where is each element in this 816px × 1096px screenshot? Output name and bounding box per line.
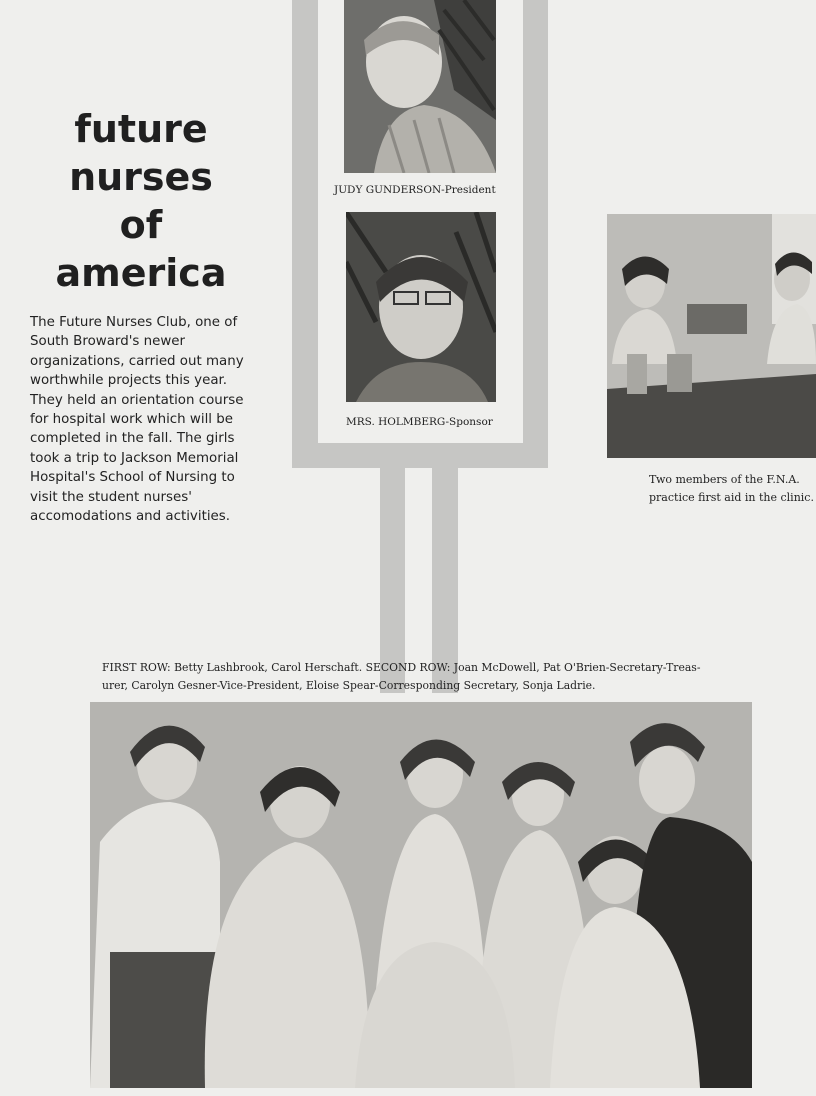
frame-leg-right	[432, 443, 458, 693]
sponsor-photo	[346, 212, 496, 402]
frame-left-bar	[292, 0, 318, 468]
group-caption-line-1: FIRST ROW: Betty Lashbrook, Carol Herschaft. SECOND ROW: Joan McDowell, Pat O'Brien-Secretary-Treas-	[102, 661, 701, 674]
clinic-photo	[607, 214, 816, 458]
group-caption-line-2: urer, Carolyn Gesner-Vice-President, Eloise Spear-Corresponding Secretary, Sonja Ladrie.	[102, 679, 596, 692]
title-line-3: of	[119, 203, 163, 247]
frame-bottom-bar	[292, 443, 548, 468]
president-photo	[344, 0, 496, 173]
frame-leg-left	[380, 443, 405, 693]
group-caption	[102, 659, 762, 695]
president-caption: JUDY GUNDERSON-President	[334, 184, 496, 196]
title-line-1: future	[74, 107, 208, 151]
group-photo	[90, 702, 752, 1088]
sponsor-caption: MRS. HOLMBERG-Sponsor	[346, 416, 493, 428]
page-title	[30, 105, 252, 297]
frame-right-bar	[523, 0, 548, 468]
club-description: The Future Nurses Club, one of South Broward's newer organizations, carried out many worthwhile projects this year. They held an orientation course for hospital work which will be completed in the fall. The girls took a trip to Jackson Memorial Hospital's School of Nursing to visit the student nurses' accomodations and activities.	[30, 315, 244, 525]
clinic-caption: Two members of the F.N.A. practice first aid in the clinic.	[649, 473, 814, 504]
title-line-4: america	[55, 251, 227, 295]
title-line-2: nurses	[69, 155, 213, 199]
